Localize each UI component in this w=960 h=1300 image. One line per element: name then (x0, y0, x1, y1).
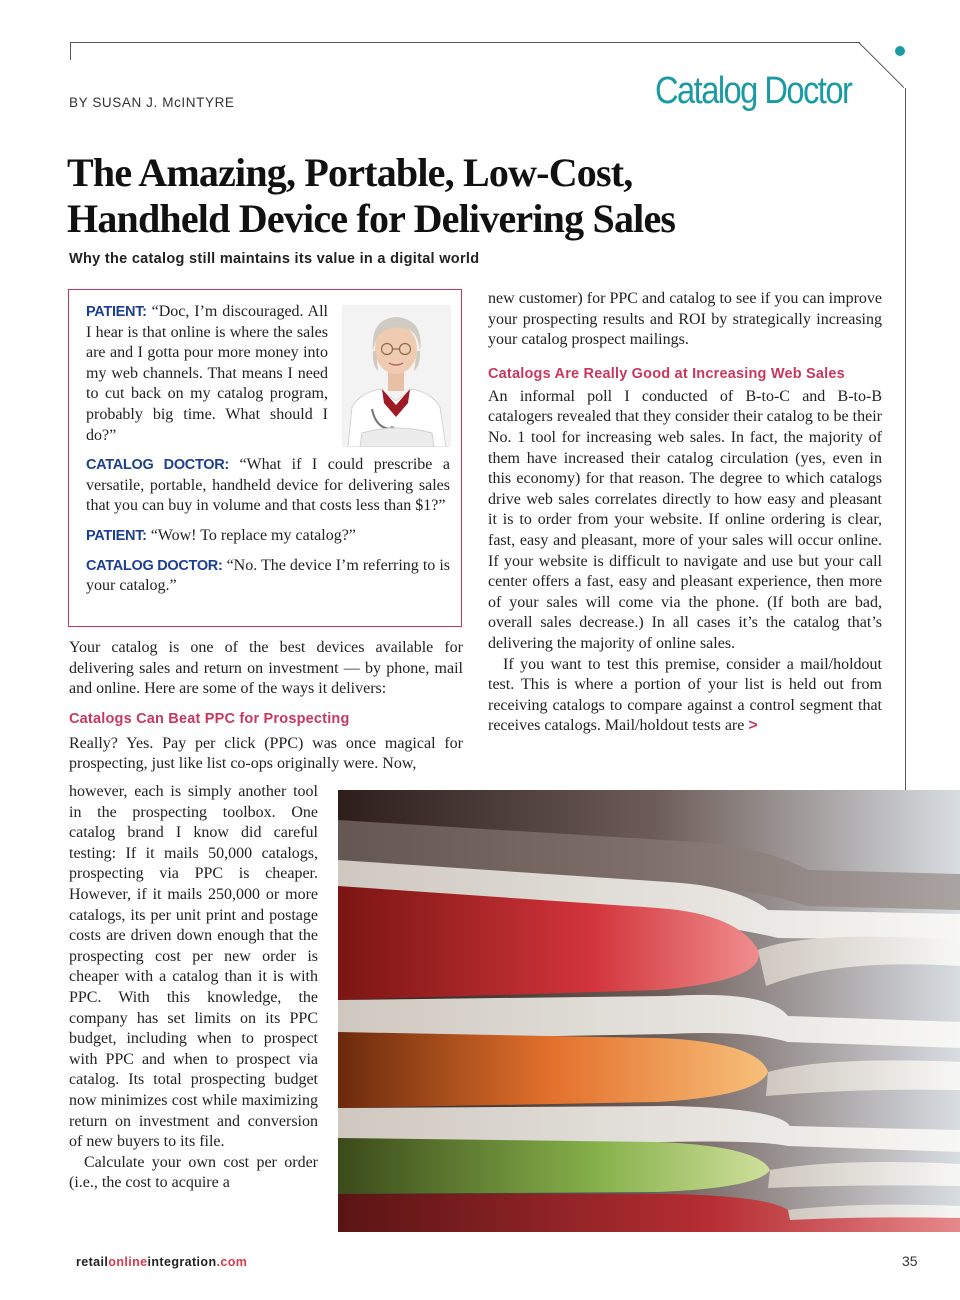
prospect-paragraph-continued: new customer) for PPC and catalog to see if you can improve your prospecting results and ROI by strategically increasing your catalog prospect mailings. (488, 290, 882, 349)
subhead-web-sales: Catalogs Are Really Good at Increasing Web Sales (488, 365, 845, 382)
web-sales-paragraph: An informal poll I conducted of B-to-C and B-to-B catalogers revealed that they consider their catalog to be their No. 1 tool for increasing web sales. In fact, the majority of them have increased their catalog circulation (yes, even in this economy) for that reason. The degree to which catalogs drive web sales correlates directly to how easy and pleasant it is to order from your website. If online ordering is clear, fast, easy and pleasant, more of your sales will occur online. If your website is difficult to navigate and use but your call center offers a fast, easy and pleasant experience, then more of your sales will come via the phone. (If both are bad, overall sales decrease.) In all cases it’s the catalog that’s delivering the majority of online sales. (488, 387, 882, 652)
right-column (488, 289, 882, 737)
dialogue-line: “Doc, I’m discouraged. All I hear is that online is where the sales are and I gotta pour more money into my web channels. That means I need to cut back on my catalog program, probably big time. What should I do?” (86, 303, 328, 444)
dialogue-line: “What if I could prescribe a versatile, portable, handheld device for delivering sales that you can buy in volume and that costs less than $1?” (86, 456, 450, 515)
speaker-label: CATALOG DOCTOR: (86, 557, 223, 574)
byline: BY SUSAN J. McINTYRE (69, 95, 235, 110)
section-title: Catalog Doctor (655, 70, 852, 112)
subhead-ppc: Catalogs Can Beat PPC for Prospecting (69, 710, 350, 727)
header-rule (70, 42, 860, 43)
dialogue-patient-2 (86, 526, 450, 547)
speaker-label: PATIENT: (86, 527, 147, 544)
dialogue-line: “Wow! To replace my catalog?” (150, 526, 356, 544)
footer-url-tld: .com (216, 1255, 248, 1269)
intro-paragraph: Your catalog is one of the best devices available for delivering sales and return on investment — by phone, mail and online. Here are some of the ways it delivers: (69, 639, 463, 698)
footer-url-part: integration (147, 1255, 217, 1269)
footer-url-part: retail (76, 1255, 109, 1269)
dialogue-line: “No. The device I’m referring to is your catalog.” (86, 556, 451, 595)
headline (67, 150, 767, 242)
headline-line-2: Handheld Device for Delivering Sales (67, 196, 676, 241)
cost-paragraph: Calculate your own cost per order (i.e., the cost to acquire a (69, 1153, 318, 1192)
headline-line-1: The Amazing, Portable, Low-Cost, (67, 150, 633, 195)
doctor-photo (342, 305, 451, 447)
continued-arrow-icon: > (748, 717, 758, 735)
left-column-top (69, 638, 463, 775)
speaker-label: PATIENT: (86, 304, 147, 320)
page-rule-right (905, 88, 906, 803)
stacked-catalogs-photo (338, 790, 960, 1232)
holdout-text: If you want to test this premise, consider a mail/holdout test. This is where a portion of your list is held out from receiving catalogs to compare against a control segment that receives catalogs. Mail/holdout tests are (488, 655, 882, 735)
ppc-paragraph-top: Really? Yes. Pay per click (PPC) was once magical for prospecting, just like list co-ops originally were. Now, (69, 734, 463, 773)
header-rule-left (70, 42, 71, 60)
holdout-paragraph (488, 655, 882, 737)
dialogue-doctor-2 (86, 556, 450, 597)
left-column-narrow (69, 782, 318, 1194)
dialogue-doctor-1 (86, 455, 450, 517)
teal-dot-decoration (895, 46, 905, 56)
footer-url-part-accent: online (108, 1255, 148, 1269)
footer-website[interactable] (76, 1255, 247, 1269)
page-number: 35 (902, 1253, 918, 1269)
deck-subtitle: Why the catalog still maintains its value in a digital world (69, 251, 480, 267)
ppc-paragraph-narrow: however, each is simply another tool in the prospecting toolbox. One catalog brand I know did careful testing: If it mails 50,000 catalogs, prospecting via PPC is cheaper. However, if it mails 250,000 or more catalogs, its per unit print and postage costs are driven down enough that the prospecting cost per new order is cheaper with a catalog than it is with PPC. With this knowledge, the company has set limits on its PPC budget, including when to prospect with PPC and when to prospect via catalog. Its total prospecting budget now minimizes cost while maximizing return on investment and conversion of new buyers to its file. (69, 783, 318, 1151)
speaker-label: CATALOG DOCTOR: (86, 457, 229, 474)
dialogue-patient-1 (86, 302, 328, 446)
